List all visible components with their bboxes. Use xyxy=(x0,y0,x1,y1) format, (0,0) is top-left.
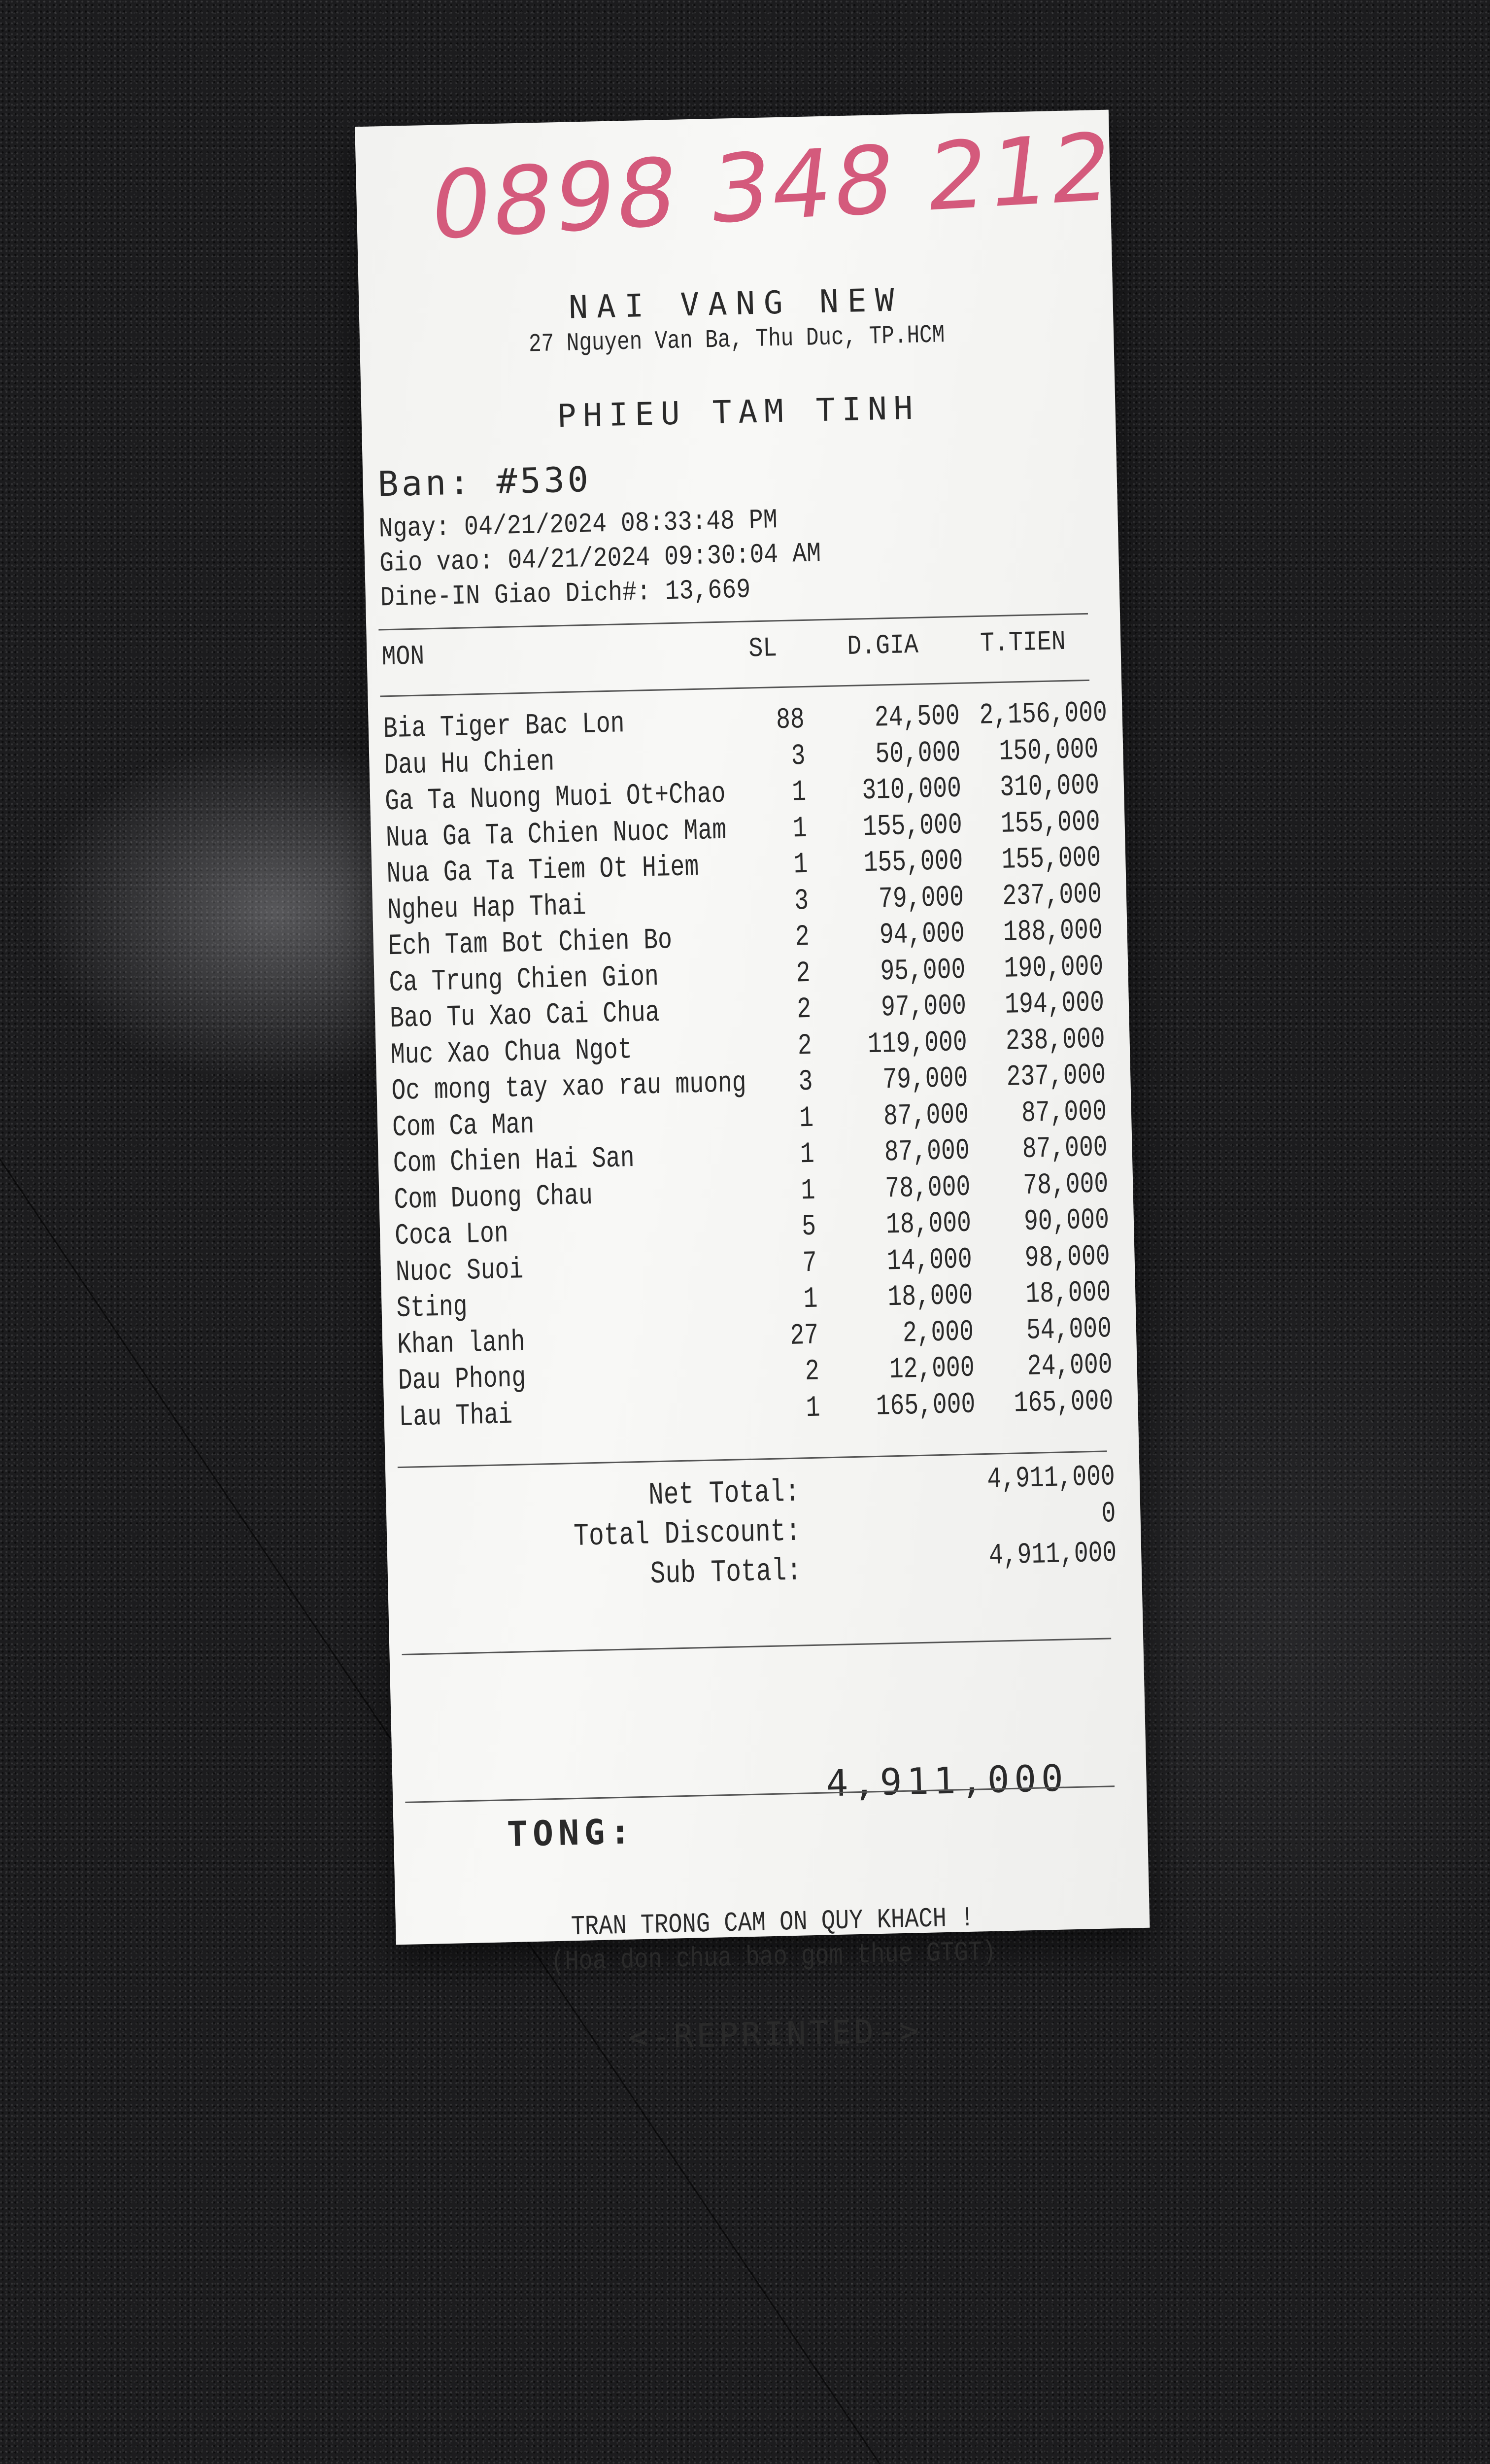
handwritten-phone-number: 0898 348 212 xyxy=(424,112,1120,261)
item-unit-price: 18,000 xyxy=(887,1279,974,1315)
item-qty: 2 xyxy=(797,1029,813,1063)
net-total-value: 4,911,000 xyxy=(986,1460,1116,1497)
item-unit-price: 87,000 xyxy=(883,1098,969,1134)
item-name: Coca Lon xyxy=(394,1217,509,1254)
transaction-line: Dine-IN Giao Dich#: 13,669 xyxy=(380,574,751,614)
item-amount: 54,000 xyxy=(1026,1312,1112,1348)
item-unit-price: 14,000 xyxy=(886,1243,973,1278)
item-qty: 2 xyxy=(796,992,812,1027)
item-unit-price: 12,000 xyxy=(889,1351,975,1387)
item-amount: 18,000 xyxy=(1025,1276,1112,1312)
item-amount: 238,000 xyxy=(1005,1022,1106,1059)
item-amount: 310,000 xyxy=(999,769,1100,805)
store-name: NAI VANG NEW xyxy=(568,282,904,326)
column-header-amount: T.TIEN xyxy=(980,625,1066,659)
item-qty: 1 xyxy=(793,848,809,882)
item-qty: 1 xyxy=(803,1282,818,1317)
item-name: Oc mong tay xao rau muong xyxy=(391,1066,747,1109)
item-amount: 24,000 xyxy=(1027,1348,1113,1384)
item-amount: 87,000 xyxy=(1022,1131,1108,1167)
item-amount: 98,000 xyxy=(1024,1239,1111,1275)
item-qty: 1 xyxy=(800,1174,816,1208)
item-name: Sting xyxy=(396,1290,468,1326)
item-amount: 237,000 xyxy=(1006,1059,1107,1095)
item-name: Ech Tam Bot Chien Bo xyxy=(388,924,673,964)
receipt-paper xyxy=(355,110,1150,2056)
item-unit-price: 155,000 xyxy=(862,808,963,844)
item-qty: 1 xyxy=(805,1391,821,1425)
item-amount: 165,000 xyxy=(1013,1384,1114,1421)
item-unit-price: 310,000 xyxy=(861,772,962,808)
item-qty: 3 xyxy=(790,739,806,774)
item-unit-price: 87,000 xyxy=(884,1134,970,1170)
item-amount: 194,000 xyxy=(1004,986,1105,1022)
divider xyxy=(402,1638,1112,1655)
item-unit-price: 119,000 xyxy=(867,1026,968,1061)
total-discount-value: 0 xyxy=(1101,1497,1117,1531)
document-title: PHIEU TAM TINH xyxy=(557,390,920,435)
item-qty: 2 xyxy=(795,957,811,991)
vat-note: (Hoa don chua bao gom thue GTGT) xyxy=(550,1936,996,1978)
item-qty: 88 xyxy=(776,703,805,738)
time-in-line: Gio vao: 04/21/2024 09:30:04 AM xyxy=(379,538,821,580)
item-name: Com Duong Chau xyxy=(393,1179,593,1217)
item-unit-price: 97,000 xyxy=(880,989,967,1025)
item-amount: 155,000 xyxy=(1001,841,1102,877)
item-qty: 5 xyxy=(801,1210,816,1244)
item-qty: 2 xyxy=(795,920,810,955)
item-qty: 27 xyxy=(789,1319,819,1353)
sub-total-label: Sub Total: xyxy=(649,1553,802,1593)
item-unit-price: 78,000 xyxy=(884,1170,971,1206)
grand-total-value: 4,911,000 xyxy=(825,1757,1069,1805)
divider xyxy=(380,680,1089,697)
item-unit-price: 2,000 xyxy=(902,1315,974,1351)
thank-you-message: TRAN TRONG CAM ON QUY KHACH ! xyxy=(571,1902,975,1943)
item-qty: 1 xyxy=(799,1101,814,1135)
sub-total-value: 4,911,000 xyxy=(988,1537,1118,1573)
item-amount: 188,000 xyxy=(1003,914,1103,950)
item-amount: 150,000 xyxy=(998,732,1099,769)
item-amount: 190,000 xyxy=(1003,950,1104,986)
item-amount: 237,000 xyxy=(1002,877,1102,914)
reprinted-marker: <-REPRINTED-> xyxy=(628,2012,922,2056)
item-name: Nua Ga Ta Tiem Ot Hiem xyxy=(386,850,699,891)
item-list xyxy=(368,696,1138,1437)
item-name: Nuoc Suoi xyxy=(395,1253,524,1290)
item-name: Ngheu Hap Thai xyxy=(387,889,587,927)
item-qty: 3 xyxy=(798,1065,813,1099)
item-name: Dau Phong xyxy=(398,1362,526,1399)
item-unit-price: 18,000 xyxy=(885,1206,972,1242)
item-name: Dau Hu Chien xyxy=(383,745,555,783)
item-name: Bia Tiger Bac Lon xyxy=(383,707,625,747)
column-header-qty: SL xyxy=(748,632,778,665)
item-unit-price: 79,000 xyxy=(878,881,964,917)
item-name: Nua Ga Ta Chien Nuoc Mam xyxy=(385,814,727,855)
item-qty: 1 xyxy=(791,775,807,810)
item-name: Muc Xao Chua Ngot xyxy=(390,1033,633,1072)
item-amount: 2,156,000 xyxy=(979,696,1108,733)
item-qty: 1 xyxy=(792,812,808,846)
item-unit-price: 95,000 xyxy=(880,953,966,989)
item-qty: 7 xyxy=(802,1246,817,1280)
item-name: Com Ca Man xyxy=(392,1108,535,1145)
column-header-item: MON xyxy=(381,640,425,673)
item-name: Bao Tu Xao Cai Chua xyxy=(389,996,660,1036)
item-qty: 1 xyxy=(800,1137,815,1172)
item-unit-price: 165,000 xyxy=(875,1387,976,1424)
item-unit-price: 155,000 xyxy=(863,844,964,881)
item-unit-price: 50,000 xyxy=(875,736,961,772)
item-unit-price: 79,000 xyxy=(882,1061,969,1097)
grand-total-label: TONG: xyxy=(506,1811,636,1855)
date-line: Ngay: 04/21/2024 08:33:48 PM xyxy=(378,504,778,545)
item-name: Lau Thai xyxy=(398,1398,513,1435)
item-qty: 2 xyxy=(805,1355,820,1389)
item-amount: 155,000 xyxy=(1000,805,1101,841)
item-name: Ga Ta Nuong Muoi Ot+Chao xyxy=(384,777,726,819)
item-amount: 90,000 xyxy=(1023,1203,1110,1239)
item-qty: 3 xyxy=(794,884,809,919)
item-name: Ca Trung Chien Gion xyxy=(388,960,659,1000)
item-amount: 78,000 xyxy=(1022,1167,1109,1203)
net-total-label: Net Total: xyxy=(648,1474,801,1514)
item-unit-price: 94,000 xyxy=(879,917,965,953)
item-amount: 87,000 xyxy=(1021,1095,1107,1130)
item-name: Com Chien Hai San xyxy=(393,1142,635,1181)
item-name: Khan lanh xyxy=(397,1325,526,1362)
table-number: Ban: #530 xyxy=(377,459,592,505)
column-header-unit-price: D.GIA xyxy=(847,629,919,662)
total-discount-label: Total Discount: xyxy=(573,1514,801,1555)
store-address: 27 Nguyen Van Ba, Thu Duc, TP.HCM xyxy=(528,320,945,359)
item-unit-price: 24,500 xyxy=(874,699,960,735)
